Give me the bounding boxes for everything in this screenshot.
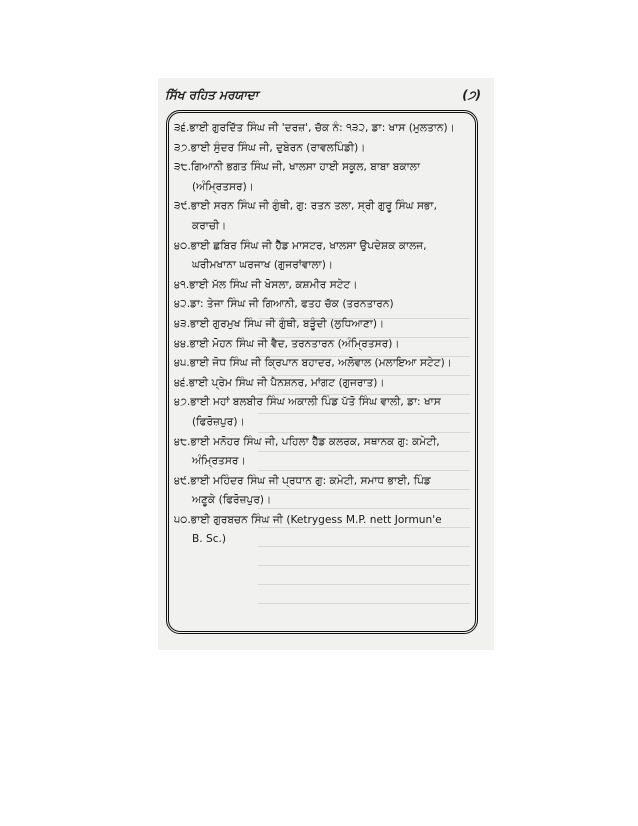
list-item	[174, 354, 474, 374]
entry-line: ੪੭.ਭਾਈ ਮਹਾਂ ਬਲਬੀਰ ਸਿੰਘ ਅਕਾਲੀ ਪਿੰਡ ਪੱਤੋ ਸਿੰਘ ਵਾਲੀ, ਡਾ: ਖਾਸ	[174, 396, 441, 409]
entry-line: ੪੫.ਭਾਈ ਜੋਧ ਸਿੰਘ ਜੀ ਕ੍ਰਿਪਾਨ ਬਹਾਦਰ, ਅਲੋਵਾਲ (ਮਲਾਇਆ ਸਟੇਟ)।	[174, 357, 452, 370]
entry-continuation: (ਫਿਰੋਜ਼ਪੁਰ)।	[192, 415, 245, 428]
member-list	[174, 119, 474, 550]
entry-line: ੪੪.ਭਾਈ ਮੋਹਨ ਸਿੰਘ ਜੀ ਵੈਦ, ਤਰਨਤਾਰਨ (ਅੰਮ੍ਰਿਤਸਰ)।	[174, 337, 400, 350]
list-item	[174, 511, 474, 550]
entry-continuation: ਅੰਮ੍ਰਿਤਸਰ।	[192, 455, 246, 468]
list-item	[174, 472, 474, 511]
entry-continuation: ਅਣੂਕੇ (ਫਿਰੋਜ਼ਪੁਰ)।	[192, 494, 272, 507]
entry-line: ੪੦.ਭਾਈ ਛਬਿਰ ਸਿੰਘ ਜੀ ਹੈੱਡ ਮਾਸਟਰ, ਖਾਲਸਾ ਉਪਦੇਸ਼ਕ ਕਾਲਜ,	[174, 239, 427, 252]
list-item	[174, 335, 474, 355]
entry-line: ੪੯.ਭਾਈ ਮਹਿੰਦਰ ਸਿੰਘ ਜੀ ਪ੍ਰਧਾਨ ਗੁ: ਕਮੇਟੀ, ਸਮਾਧ ਭਾਈ, ਪਿੰਡ	[174, 474, 431, 487]
list-item	[174, 276, 474, 296]
entry-line: ੪੨.ਡਾ: ਤੇਜਾ ਸਿੰਘ ਜੀ ਗਿਆਨੀ, ਫਤਹ ਚੱਕ (ਤਰਨਤਾਰਨ)	[174, 298, 394, 311]
page-header	[165, 86, 481, 106]
list-item	[174, 295, 474, 315]
list-item	[174, 158, 474, 197]
entry-line: ੩੯.ਭਾਈ ਸਰਨ ਸਿੰਘ ਜੀ ਗੁੰਥੀ, ਗੁ: ਰਤਨ ਤਲਾ, ਸ੍ਰੀ ਗੁਰੂ ਸਿੰਘ ਸਭਾ,	[174, 200, 437, 213]
list-item	[174, 237, 474, 276]
list-item	[174, 139, 474, 159]
list-item	[174, 433, 474, 472]
entry-line: ੩੬.ਭਾਈ ਗੁਰਦਿੱਤ ਸਿੰਘ ਜੀ 'ਦਰਜ਼', ਚੱਕ ਨੰ: ੧੩੨, ਡਾ: ਖਾਸ (ਮੁਲਤਾਨ)।	[174, 122, 455, 134]
page-number: (੭)	[462, 88, 481, 102]
list-item	[174, 374, 474, 394]
book-title: ਸਿੱਖ ਰਹਿਤ ਮਰਯਾਦਾ	[165, 88, 259, 102]
list-item	[174, 197, 474, 236]
list-item	[174, 119, 474, 139]
list-item	[174, 315, 474, 335]
entry-line: ੫੦.ਭਾਈ ਗੁਰਬਚਨ ਸਿੰਘ ਜੀ (Ketrygess M.P. nett Jormun'e	[174, 513, 442, 526]
entry-line: ੪੩.ਭਾਈ ਗੁਰਮੁਖ ਸਿੰਘ ਜੀ ਗੁੰਥੀ, ਬੜੂੰਦੀ (ਲੁਧਿਆਣਾ)।	[174, 317, 385, 330]
entry-line: ੪੬.ਭਾਈ ਪ੍ਰੇਮ ਸਿੰਘ ਜੀ ਪੈਨਸ਼ਨਰ, ਮਾਂਗਟ (ਗੁਜਰਾਤ)।	[174, 376, 385, 389]
entry-continuation: ਘਰੀਮਖਾਨਾ ਘਰਜਾਖ (ਗੁਜਰਾਂਵਾਲਾ)।	[192, 259, 333, 272]
entry-line: ੪੮.ਭਾਈ ਮਨੋਹਰ ਸਿੰਘ ਜੀ, ਪਹਿਲਾ ਹੈੱਡ ਕਲਰਕ, ਸਥਾਨਕ ਗੁ: ਕਮੇਟੀ,	[174, 435, 440, 448]
entry-continuation: (ਅੰਮ੍ਰਿਤਸਰ)।	[192, 180, 254, 193]
entry-line: ੩੮.ਗਿਆਨੀ ਭਗਤ ਸਿੰਘ ਜੀ, ਖਾਲਸਾ ਹਾਈ ਸਕੂਲ, ਬਾਬਾ ਬਕਾਲਾ	[174, 161, 420, 174]
entry-continuation: B. Sc.)	[192, 533, 227, 546]
list-item	[174, 393, 474, 432]
entry-line: ੪੧.ਭਾਈ ਮੱਲ ਸਿੰਘ ਜੀ ਖੋਸਲਾ, ਕਸ਼ਮੀਰ ਸਟੇਟ।	[174, 278, 358, 291]
entry-continuation: ਕਰਾਚੀ।	[192, 219, 227, 232]
entry-line: ੩੭.ਭਾਈ ਸੁੰਦਰ ਸਿੰਘ ਜੀ, ਦੁਬੇਰਨ (ਰਾਵਲਪਿੰਡੀ)।	[174, 141, 366, 154]
